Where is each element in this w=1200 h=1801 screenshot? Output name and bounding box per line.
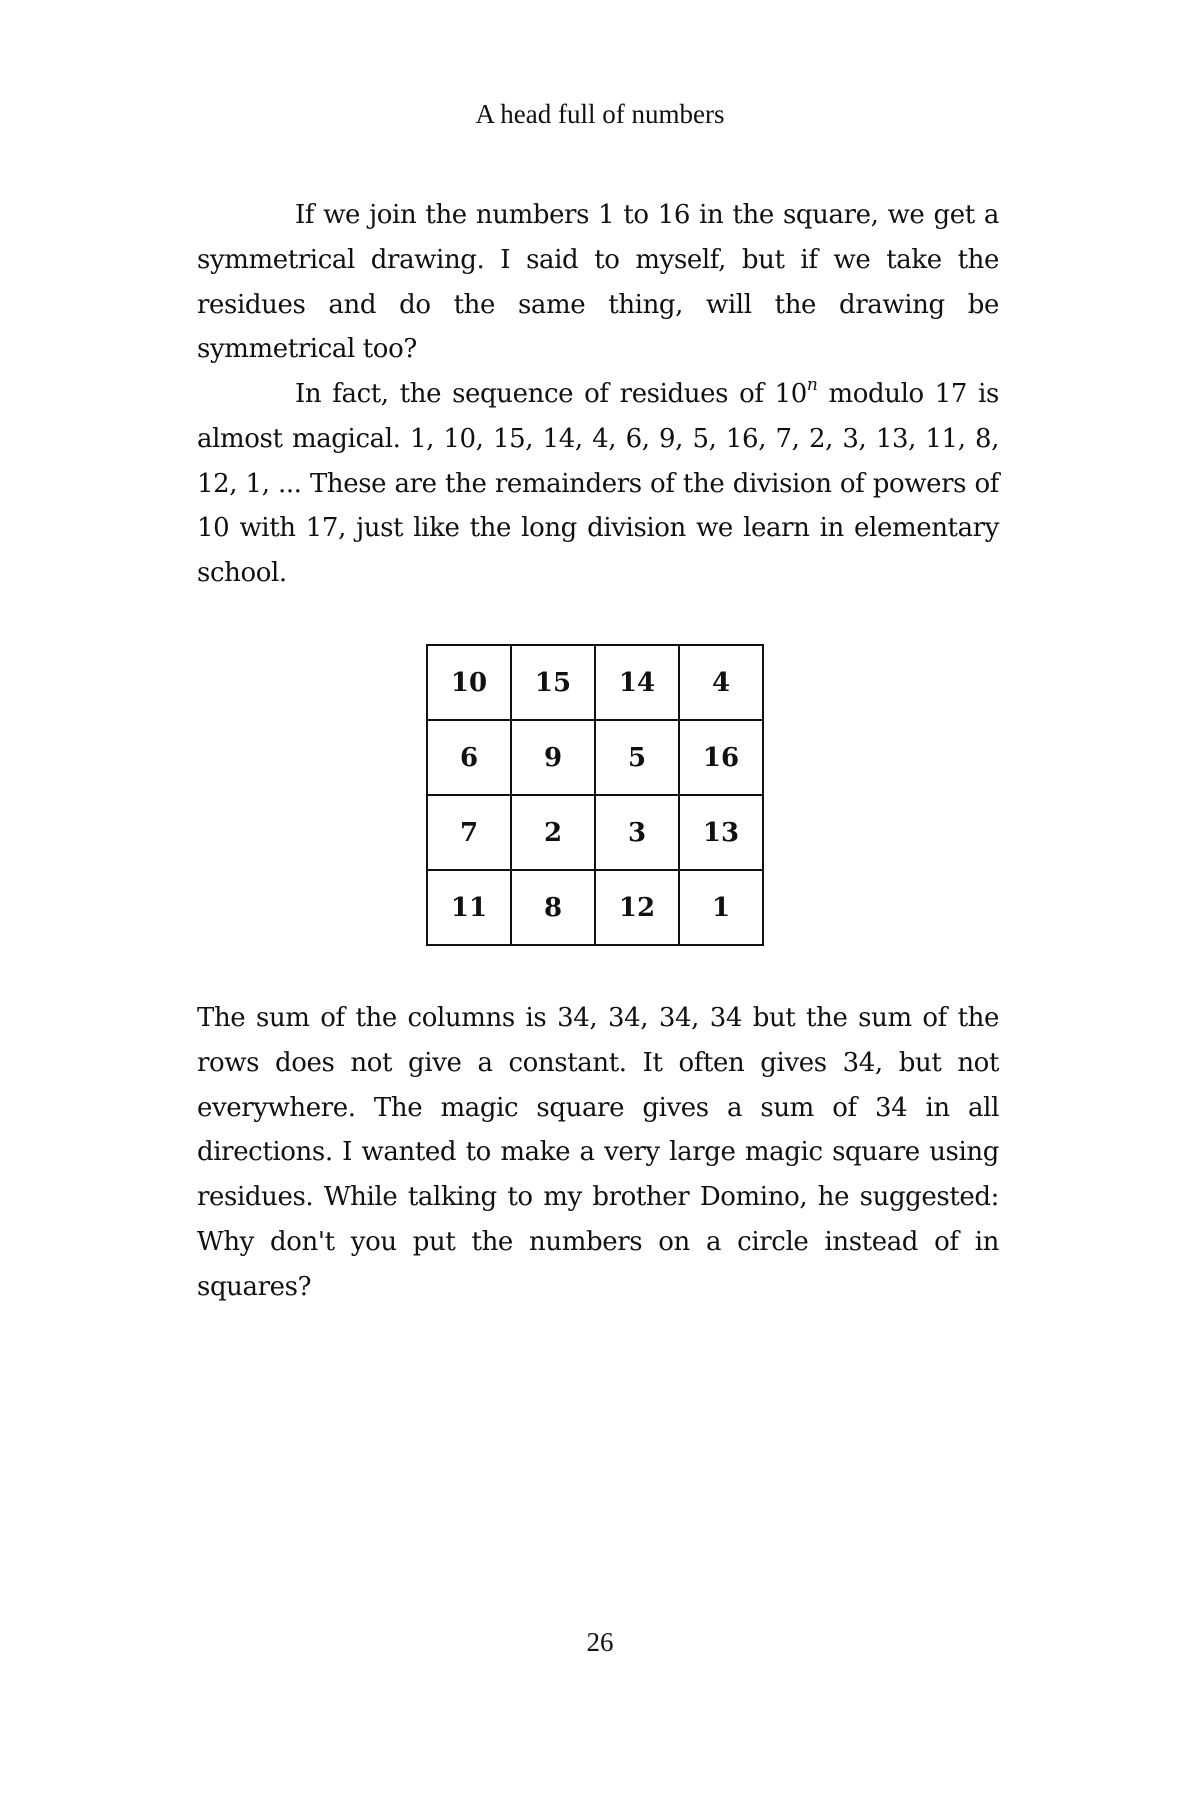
paragraph-residue-sequence-rest: modulo 17 is almost magical. 1, 10, 15, 14, 4, 6, 9, 5, 16, 7, 2, 3, 13, 11, 8, 12, 1, ... These are the remainders of the division of powers of 10 with 17, just like the long division we learn in elementary school. — [197, 379, 999, 589]
table-cell: 2 — [511, 795, 595, 870]
table-cell: 8 — [511, 870, 595, 945]
table-cell: 10 — [427, 645, 511, 720]
table-cell: 6 — [427, 720, 511, 795]
table-cell: 14 — [595, 645, 679, 720]
paragraph-join-numbers: If we join the numbers 1 to 16 in the square, we get a symmetrical drawing. I said to myself, but if we take the residues and do the same thing, will the drawing be symmetrical too? — [197, 200, 999, 365]
table-cell: 7 — [427, 795, 511, 870]
paragraph-residue-sequence — [197, 372, 999, 596]
table-row — [427, 645, 763, 720]
table-cell: 4 — [679, 645, 763, 720]
table-cell: 3 — [595, 795, 679, 870]
residue-square-table — [426, 644, 764, 946]
table-row — [427, 870, 763, 945]
table-cell: 16 — [679, 720, 763, 795]
table-row — [427, 795, 763, 870]
table-cell: 15 — [511, 645, 595, 720]
table-cell: 9 — [511, 720, 595, 795]
paragraph-column-sums: The sum of the columns is 34, 34, 34, 34 but the sum of the rows does not give a constant. It often gives 34, but not everywhere. The magic square gives a sum of 34 in all directions. I wanted to make a very large magic square using residues. While talking to my brother Domino, he suggested: Why don't you put the numbers on a circle instead of in squares? — [197, 1003, 999, 1302]
table-row — [427, 720, 763, 795]
table-cell: 11 — [427, 870, 511, 945]
page-number: 26 — [586, 1627, 614, 1657]
running-header: A head full of numbers — [475, 99, 725, 129]
table-cell: 5 — [595, 720, 679, 795]
exponent-n: n — [806, 375, 818, 395]
table-cell: 12 — [595, 870, 679, 945]
table-cell: 13 — [679, 795, 763, 870]
paragraph-residue-sequence-start: In fact, the sequence of residues of 10 — [295, 379, 807, 409]
table-cell: 1 — [679, 870, 763, 945]
